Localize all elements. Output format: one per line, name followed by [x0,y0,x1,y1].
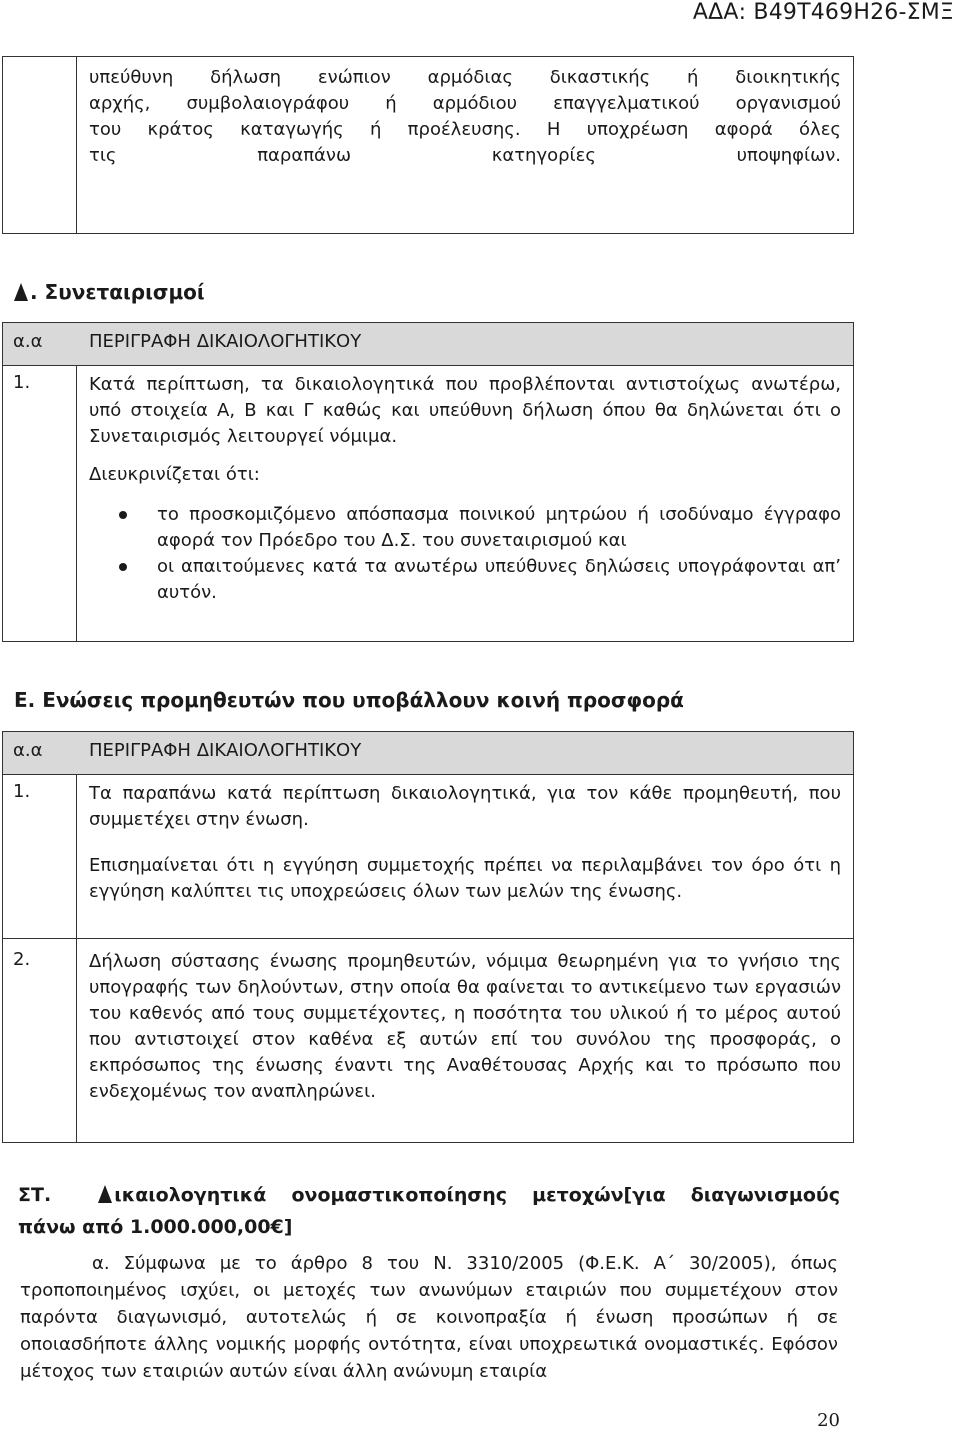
text-line: αρχής, συμβολαιογράφου ή αρμόδιου επαγγελματικού οργανισμού [89,93,841,114]
unions-table [2,731,854,1143]
top-box-text [89,57,841,169]
row-number: 1. [13,372,31,393]
row-text: Τα παραπάνω κατά περίπτωση δικαιολογητικά, για τον κάθε προμηθευτή, που συμμετέχει στην ένωση. [89,783,841,830]
row-text: Κατά περίπτωση, τα δικαιολογητικά που προβλέπονται αντιστοίχως ανωτέρω, υπό στοιχεία Α, Β και Γ καθώς και υπεύθυνη δήλωση όπου θα δηλώνεται ότι ο Συνεταιρισμός λειτουργεί νόμιμα. [89,374,841,447]
section-title-shares [18,1180,840,1242]
col-header-num: α.α [13,740,43,761]
shares-paragraph: α. Σύμφωνα με το άρθρο 8 του Ν. 3310/2005 (Φ.Ε.Κ. Α΄ 30/2005), όπως τροποποιημένος ισχύει, οι μετοχές των ανωνύμων εταιριών που συμμετέχουν στον παρόντα διαγωνισμό, αυτοτελώς ή σε κοινοπραξία ή ένωση προσώπων ή σε οποιασδήποτε άλλης νομικής μορφής οντότητα, είναι υποχρεωτικά ονομαστικές. Εφόσον μέτοχος των εταιριών αυτών είναι άλλη ανώνυμη εταιρία [20,1253,838,1382]
delta-glyph-icon [98,1185,112,1203]
section-title-cooperatives: . Συνεταιρισμοί [14,280,205,304]
list-item: οι απαιτούμενες κατά τα ανωτέρω υπεύθυνες δηλώσεις υπογράφονται απ’ αυτόν. [157,554,841,606]
page-number: 20 [817,1410,840,1431]
section-title-unions: Ε. Ενώσεις προμηθευτών που υποβάλλουν κοινή προσφορά [14,688,684,712]
table-row [3,366,853,606]
table-row [3,939,853,1105]
bullet-list [3,502,841,606]
bullet-icon [119,563,127,571]
row-number: 2. [13,949,31,970]
section-title-line: πάνω από 1.000.000,00€] [18,1216,293,1238]
clarify-label: Διευκρινίζεται ότι: [89,464,260,485]
list-item: το προσκομιζόμενο απόσπασμα ποινικού μητρώου ή ισοδύναμο έγγραφο αφορά τον Πρόεδρο του Δ.Σ. του συνεταιρισμού και [157,502,841,554]
top-table-box [2,56,854,234]
table-header [3,732,853,775]
section-title-line: ΣΤ. ικαιολογητικά ονομαστικοποίησης μετοχών[για διαγωνισμούς [18,1184,840,1206]
col-header-desc: ΠΕΡΙΓΡΑΦΗ ΔΙΚΑΙΟΛΟΓΗΤΙΚΟΥ [89,331,362,352]
col-header-desc: ΠΕΡΙΓΡΑΦΗ ΔΙΚΑΙΟΛΟΓΗΤΙΚΟΥ [89,740,362,761]
ada-code: ΑΔΑ: Β49Τ469Η26-ΣΜΞ [692,0,954,25]
col-header-num: α.α [13,331,43,352]
cooperatives-table [2,322,854,642]
table-header [3,323,853,366]
text-line: του κράτος καταγωγής ή προέλευσης. Η υποχρέωση αφορά όλες [89,119,841,140]
row-text: Δήλωση σύστασης ένωσης προμηθευτών, νόμιμα θεωρημένη για το γνήσιο της υπογραφής των δηλούντων, στην οποία θα φαίνεται το αντικείμενο των εργασιών του καθενός από τους συμμετέχοντες, η ποσότητα του υλικού ή το μέρος αυτού που αντιστοιχεί στον καθένα εξ αυτών επί του συνόλου της προσφοράς, ο εκπρόσωπος της ένωσης έναντι της Αναθέτουσας Αρχής και το πρόσωπο που ενδεχομένως τον αναπληρώνει. [89,951,841,1102]
delta-glyph-icon [14,283,28,301]
text-line: τις παραπάνω κατηγορίες υποψηφίων. [89,145,841,166]
column-divider [76,57,77,233]
row-note: Επισημαίνεται ότι η εγγύηση συμμετοχής πρέπει να περιλαμβάνει τον όρο ότι η εγγύηση καλύπτει τις υποχρεώσεις όλων των μελών της ένωσης. [89,855,841,902]
row-number: 1. [13,781,31,802]
text-line: υπεύθυνη δήλωση ενώπιον αρμόδιας δικαστικής ή διοικητικής [89,67,841,88]
table-row [3,775,853,939]
bullet-icon [119,511,127,519]
